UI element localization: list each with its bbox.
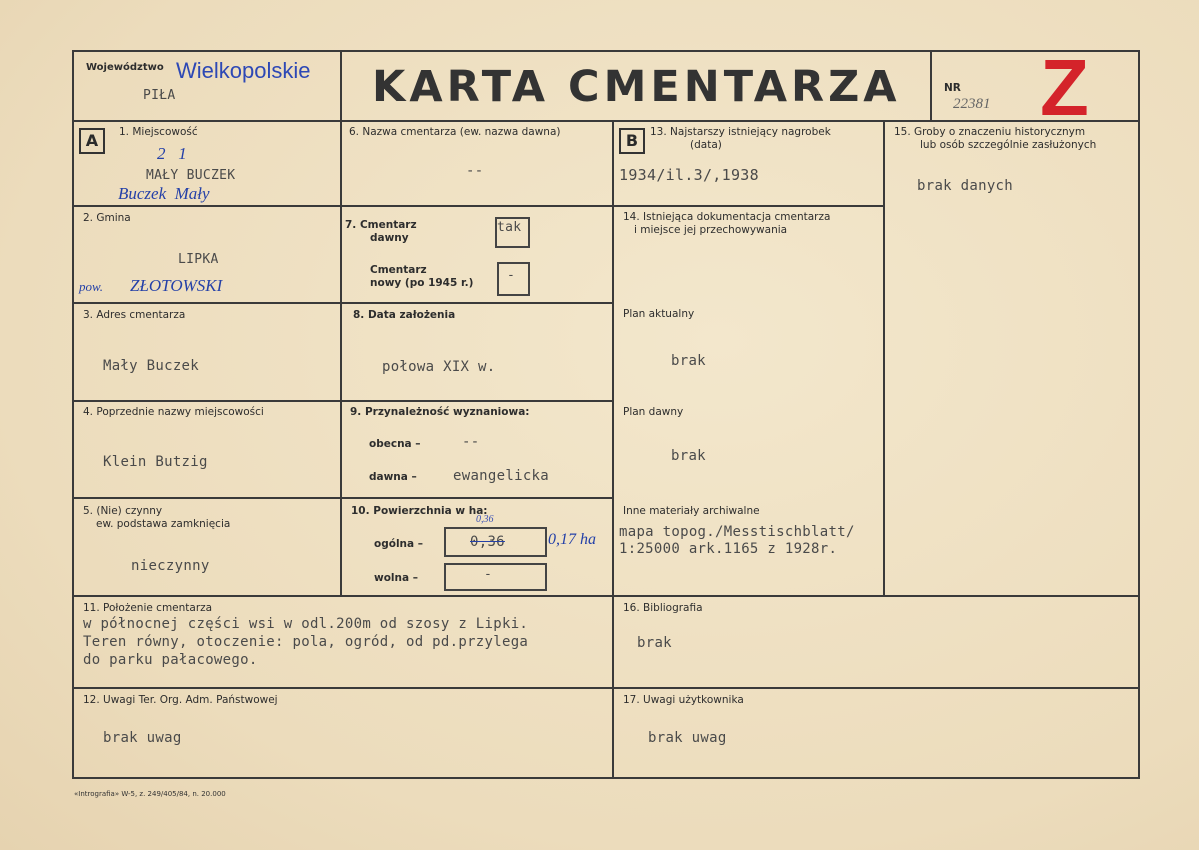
- wojewodztwo-label: Województwo: [86, 62, 164, 73]
- f11-label: 11. Położenie cmentarza: [83, 602, 213, 614]
- f9-obecna-label: obecna –: [369, 438, 421, 450]
- f10-label: 10. Powierzchnia w ha:: [351, 505, 488, 517]
- f17-typed: brak uwag: [648, 730, 727, 746]
- wojewodztwo-stamp: Wielkopolskie: [176, 58, 311, 83]
- f14-label-line1: 14. Istniejąca dokumentacja cmentarza: [623, 211, 831, 223]
- f9-obecna-value: --: [462, 434, 480, 450]
- card-title: KARTA CMENTARZA: [372, 62, 901, 112]
- f1-typed: MAŁY BUCZEK: [146, 168, 236, 183]
- category-letter: Z: [1040, 43, 1089, 132]
- header-divider: [72, 120, 1140, 122]
- f1-hand-numbers: 2 1: [157, 144, 187, 163]
- f7-nowy-label-2: nowy (po 1945 r.): [370, 277, 474, 289]
- f16-typed: brak: [637, 635, 672, 651]
- f5-label-line2: ew. podstawa zamknięcia: [96, 518, 231, 530]
- nr-value: 22381: [953, 96, 991, 112]
- f13-label-line2: (data): [690, 139, 722, 151]
- wojewodztwo-typed: PIŁA: [143, 88, 176, 103]
- f16-label: 16. Bibliografia: [623, 602, 703, 614]
- f11-line: Teren równy, otoczenie: pola, ogród, od pd.przylega: [83, 634, 529, 650]
- f7-nowy-value: -: [507, 268, 516, 283]
- f6-label: 6. Nazwa cmentarza (ew. nazwa dawna): [349, 126, 561, 138]
- f2-label: 2. Gmina: [83, 212, 131, 224]
- f14-label-line2: i miejsce jej przechowywania: [634, 224, 788, 236]
- f15-label-line2: lub osób szczególnie zasłużonych: [920, 139, 1097, 151]
- f15-label-line1: 15. Groby o znaczeniu historycznym: [894, 126, 1086, 138]
- row-line: [72, 595, 1140, 597]
- f2-hand-prefix: pow.: [79, 279, 103, 294]
- row-line: [340, 302, 614, 304]
- f11-line: w północnej części wsi w odl.200m od szosy z Lipki.: [83, 616, 529, 632]
- f10-ogolna-value: 0,36: [470, 534, 505, 550]
- plan-aktualny-label: Plan aktualny: [623, 308, 695, 320]
- inne-materialy-line: 1:25000 ark.1165 z 1928r.: [619, 541, 838, 557]
- row-line: [340, 497, 614, 499]
- f13-typed: 1934/il.3/,1938: [619, 166, 759, 184]
- row-line: [72, 400, 342, 402]
- f1-hand: Buczek Mały: [118, 184, 210, 203]
- row-line: [340, 205, 614, 207]
- f13-label-line1: 13. Najstarszy istniejący nagrobek: [650, 126, 831, 138]
- f7-nowy-label-1: Cmentarz: [370, 264, 427, 276]
- row-line: [72, 302, 342, 304]
- f11-line: do parku pałacowego.: [83, 652, 258, 668]
- section-a-box: A: [79, 128, 105, 154]
- inne-materialy-line: mapa topog./Messtischblatt/: [619, 524, 855, 540]
- f1-label: 1. Miejscowość: [119, 126, 198, 138]
- border-right: [1138, 50, 1140, 779]
- f2-typed: LIPKA: [178, 252, 219, 267]
- f10-wolna-value: -: [484, 567, 493, 582]
- f10-ogolna-correction: 0,36: [476, 514, 494, 525]
- border-bottom: [72, 777, 1140, 779]
- col-divider-c: [883, 120, 885, 596]
- plan-dawny-value: brak: [671, 448, 706, 464]
- f12-typed: brak uwag: [103, 730, 182, 746]
- f8-typed: połowa XIX w.: [382, 359, 496, 375]
- nr-label: NR: [944, 82, 961, 94]
- header-col-1: [340, 50, 342, 122]
- border-left: [72, 50, 74, 779]
- f10-wolna-label: wolna –: [374, 572, 418, 584]
- row-line: [72, 497, 342, 499]
- f10-ogolna-label: ogólna –: [374, 538, 424, 550]
- col-divider-b: [612, 120, 614, 777]
- f9-label: 9. Przynależność wyznaniowa:: [350, 406, 530, 418]
- plan-dawny-label: Plan dawny: [623, 406, 684, 418]
- section-b-box: B: [619, 128, 645, 154]
- f10-ogolna-hand: 0,17 ha: [548, 531, 596, 548]
- f3-label: 3. Adres cmentarza: [83, 309, 186, 321]
- print-footer: «Intrografia» W-5, z. 249/405/84, n. 20.000: [74, 790, 226, 798]
- f10-wolna-box: [444, 563, 547, 591]
- f6-typed: --: [466, 163, 484, 179]
- f3-typed: Mały Buczek: [103, 358, 200, 374]
- header-col-2: [930, 50, 932, 122]
- f5-typed: nieczynny: [131, 558, 210, 574]
- f7-dawny-value: tak: [497, 220, 522, 235]
- f2-hand: ZŁOTOWSKI: [130, 276, 223, 295]
- border-top: [72, 50, 1140, 52]
- row-line: [340, 400, 614, 402]
- f9-dawna-label: dawna –: [369, 471, 417, 483]
- row-line: [612, 205, 885, 207]
- f12-label: 12. Uwagi Ter. Org. Adm. Państwowej: [83, 694, 278, 706]
- row-line: [72, 687, 1140, 689]
- f5-label-line1: 5. (Nie) czynny: [83, 505, 163, 517]
- f7-dawny-label-1: 7. Cmentarz: [345, 219, 417, 231]
- f8-label: 8. Data założenia: [353, 309, 456, 321]
- f4-typed: Klein Butzig: [103, 454, 208, 470]
- plan-aktualny-value: brak: [671, 353, 706, 369]
- col-divider-a: [340, 120, 342, 596]
- f17-label: 17. Uwagi użytkownika: [623, 694, 744, 706]
- inne-materialy-label: Inne materiały archiwalne: [623, 505, 760, 517]
- row-line: [72, 205, 342, 207]
- f7-dawny-label-2: dawny: [370, 232, 409, 244]
- f4-label: 4. Poprzednie nazwy miejscowości: [83, 406, 264, 418]
- f15-typed: brak danych: [917, 178, 1014, 194]
- f9-dawna-value: ewangelicka: [453, 468, 550, 484]
